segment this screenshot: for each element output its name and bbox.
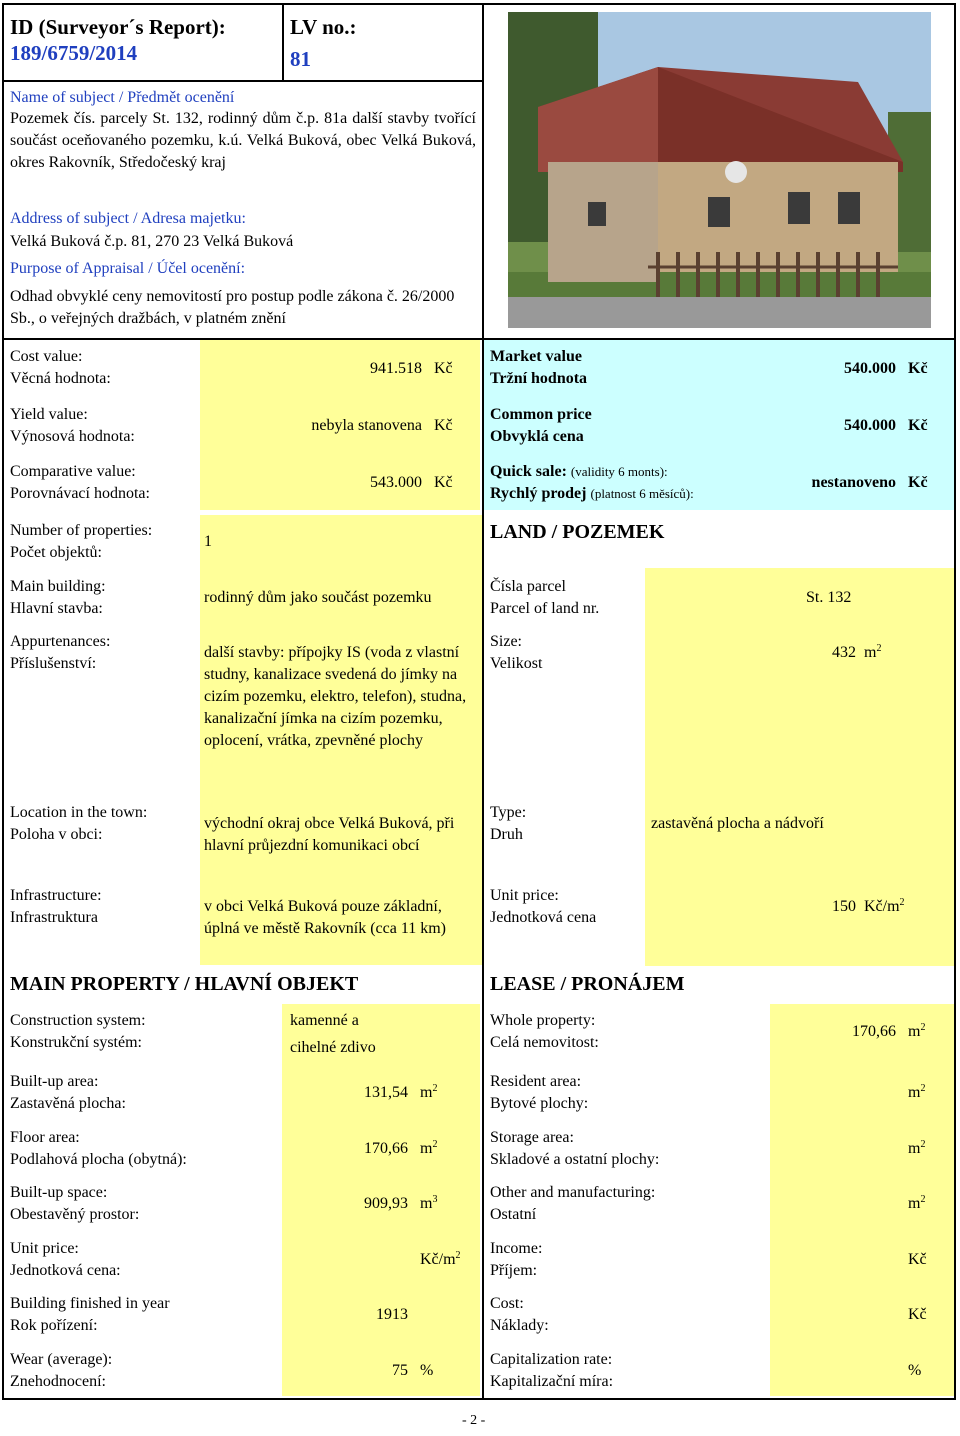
appurtenances-label-en: Appurtenances: <box>10 633 111 650</box>
location-label-en: Location in the town: <box>10 804 148 821</box>
comparative-value-label-en: Comparative value: <box>10 463 136 480</box>
parcel-label-en: Parcel of land nr. <box>490 600 600 617</box>
subject-name-label: Name of subject / Předmět ocenění <box>10 89 235 106</box>
builtup-space-unit <box>420 1193 437 1215</box>
parcel-label-cz: Čísla parcel <box>490 578 566 595</box>
storage-area-label-cz: Skladové a ostatní plochy: <box>490 1151 660 1168</box>
size-unit: m <box>864 644 877 661</box>
builtup-area-unit-text: m <box>420 1084 433 1101</box>
land-unit-price-label-en: Unit price: <box>490 887 559 904</box>
resident-area-unit-exp: 2 <box>920 1083 926 1094</box>
unit-price-unit-text: Kč/m <box>420 1251 456 1268</box>
other-area-label-en: Other and manufacturing: <box>490 1184 656 1201</box>
whole-property-unit <box>908 1021 925 1043</box>
builtup-space-label-cz: Obestavěný prostor: <box>10 1206 140 1223</box>
land-unit-price-exp: 2 <box>899 897 905 908</box>
quick-sale-note-cz: (platnost 6 měsíců): <box>590 486 694 501</box>
cost-unit: Kč <box>908 1306 927 1323</box>
purpose-value: Odhad obvyklé ceny nemovitostí pro postup podle zákona č. 26/2000 Sb., o veřejných dražbách, v platném znění <box>10 288 455 327</box>
capitalization-unit: % <box>908 1362 922 1379</box>
common-price-currency: Kč <box>908 417 928 434</box>
land-unit-price-label-cz: Jednotková cena <box>490 909 597 926</box>
capitalization-label-en: Capitalization rate: <box>490 1351 613 1368</box>
other-area-label-cz: Ostatní <box>490 1206 537 1223</box>
whole-property-label-cz: Celá nemovitost: <box>490 1034 599 1051</box>
lv-value: 81 <box>290 47 311 71</box>
common-price-label-en: Common price <box>490 406 592 423</box>
quick-sale-currency: Kč <box>908 474 928 491</box>
type-label-cz: Druh <box>490 826 523 843</box>
construction-label-cz: Konstrukční systém: <box>10 1034 142 1051</box>
capitalization-label-cz: Kapitalizační míra: <box>490 1373 614 1390</box>
other-area-unit <box>908 1193 925 1215</box>
property-count-label-en: Number of properties: <box>10 522 153 539</box>
subject-name-value: Pozemek čís. parcely St. 132, rodinný dům č.p. 81a další stavby tvořící součást oceňovaného pozemku, k.ú. Velká Buková, obec Velká Buková, okres Rakovník, Středočeský kraj <box>10 110 476 171</box>
resident-area-unit <box>908 1082 925 1104</box>
cost-value-currency: Kč <box>434 360 453 377</box>
year-label-en: Building finished in year <box>10 1295 170 1312</box>
construction-value-line2: cihelné zdivo <box>290 1039 376 1056</box>
market-value-label-en: Market value <box>490 348 582 365</box>
unit-price-label-cz: Jednotková cena: <box>10 1262 121 1279</box>
comparative-value-currency: Kč <box>434 474 453 491</box>
quick-sale-label-cz <box>490 483 694 505</box>
size-label-cz: Velikost <box>490 655 543 672</box>
size-label-en: Size: <box>490 633 522 650</box>
comparative-value-label-cz: Porovnávací hodnota: <box>10 485 150 502</box>
purpose-label: Purpose of Appraisal / Účel ocenění: <box>10 260 246 277</box>
location-label-cz: Poloha v obci: <box>10 826 103 843</box>
builtup-area-unit <box>420 1082 437 1104</box>
other-area-unit-exp: 2 <box>920 1194 926 1205</box>
wear-label-en: Wear (average): <box>10 1351 113 1368</box>
market-value-currency: Kč <box>908 360 928 377</box>
builtup-space-unit-exp: 3 <box>432 1194 438 1205</box>
other-area-unit-text: m <box>908 1195 921 1212</box>
market-value-label-cz: Tržní hodnota <box>490 370 588 387</box>
resident-area-label-cz: Bytové plochy: <box>490 1095 589 1112</box>
wear-label-cz: Znehodnocení: <box>10 1373 106 1390</box>
floor-area-unit <box>420 1138 437 1160</box>
lv-label: LV no.: <box>290 15 357 39</box>
infrastructure-label-cz: Infrastruktura <box>10 909 98 926</box>
storage-area-unit-text: m <box>908 1140 921 1157</box>
builtup-area-label-cz: Zastavěná plocha: <box>10 1095 126 1112</box>
floor-area-label-en: Floor area: <box>10 1129 80 1146</box>
land-unit-price-value <box>832 896 905 918</box>
main-building-label-en: Main building: <box>10 578 106 595</box>
builtup-area-unit-exp: 2 <box>432 1083 438 1094</box>
main-building-label-cz: Hlavní stavba: <box>10 600 103 617</box>
income-label-en: Income: <box>490 1240 543 1257</box>
yield-value-label-en: Yield value: <box>10 406 88 423</box>
year-value: 1913 <box>376 1306 408 1323</box>
builtup-area-value: 131,54 <box>364 1084 408 1101</box>
comparative-value-amount: 543.000 <box>370 474 422 491</box>
builtup-space-unit-text: m <box>420 1195 433 1212</box>
floor-area-unit-text: m <box>420 1140 433 1157</box>
location-value: východní okraj obce Velká Buková, při hlavní průjezdní komunikaci obcí <box>204 815 455 854</box>
house-photo-image <box>508 12 931 328</box>
year-label-cz: Rok pořízení: <box>10 1317 98 1334</box>
storage-area-unit-exp: 2 <box>920 1139 926 1150</box>
yield-value-amount: nebyla stanovena <box>311 417 422 434</box>
lease-section-title: LEASE / PRONÁJEM <box>490 973 685 995</box>
report-id-value: 189/6759/2014 <box>10 41 138 65</box>
builtup-space-label-en: Built-up space: <box>10 1184 108 1201</box>
lease-value-cells <box>770 1004 956 1396</box>
parcel-value: St. 132 <box>806 589 852 606</box>
yield-value-currency: Kč <box>434 417 453 434</box>
whole-property-label-en: Whole property: <box>490 1012 596 1029</box>
floor-area-label-cz: Podlahová plocha (obytná): <box>10 1151 187 1168</box>
resident-area-unit-text: m <box>908 1084 921 1101</box>
address-value: Velká Buková č.p. 81, 270 23 Velká Buková <box>10 233 294 250</box>
income-unit: Kč <box>908 1251 927 1268</box>
unit-price-label-en: Unit price: <box>10 1240 79 1257</box>
land-unit-price-unit: Kč/m <box>864 898 900 915</box>
unit-price-unit <box>420 1249 461 1271</box>
floor-area-value: 170,66 <box>364 1140 408 1157</box>
type-value: zastavěná plocha a nádvoří <box>651 815 824 832</box>
construction-value-line1: kamenné a <box>290 1012 359 1029</box>
builtup-space-value: 909,93 <box>364 1195 408 1212</box>
builtup-area-label-en: Built-up area: <box>10 1073 99 1090</box>
unit-price-unit-exp: 2 <box>455 1250 461 1261</box>
market-value-amount: 540.000 <box>844 360 896 377</box>
construction-label-en: Construction system: <box>10 1012 146 1029</box>
property-count-value: 1 <box>204 533 212 550</box>
resident-area-label-en: Resident area: <box>490 1073 582 1090</box>
floor-area-unit-exp: 2 <box>432 1139 438 1150</box>
whole-property-unit-text: m <box>908 1023 921 1040</box>
property-count-label-cz: Počet objektů: <box>10 544 102 561</box>
quick-sale-note-en: (validity 6 monts): <box>570 464 668 479</box>
storage-area-label-en: Storage area: <box>490 1129 574 1146</box>
storage-area-unit <box>908 1138 925 1160</box>
size-unit-exp: 2 <box>876 643 882 654</box>
yield-value-label-cz: Výnosová hodnota: <box>10 428 135 445</box>
whole-property-unit-exp: 2 <box>920 1022 926 1033</box>
cost-label-en: Cost: <box>490 1295 524 1312</box>
income-label-cz: Příjem: <box>490 1262 538 1279</box>
whole-property-value: 170,66 <box>852 1023 896 1040</box>
land-value-cells <box>645 568 956 966</box>
page-number: - 2 - <box>462 1413 486 1428</box>
cost-value-label-cz: Věcná hodnota: <box>10 370 111 387</box>
common-price-label-cz: Obvyklá cena <box>490 428 584 445</box>
infrastructure-label-en: Infrastructure: <box>10 887 102 904</box>
wear-unit: % <box>420 1362 434 1379</box>
type-label-en: Type: <box>490 804 527 821</box>
land-section-title: LAND / POZEMEK <box>490 521 665 543</box>
main-property-title: MAIN PROPERTY / HLAVNÍ OBJEKT <box>10 973 359 995</box>
quick-sale-title-en: Quick sale: <box>490 463 567 480</box>
appurtenances-label-cz: Příslušenství: <box>10 655 97 672</box>
appurtenances-value: další stavby: přípojky IS (voda z vlastní studny, kanalizace svedená do jímky na cizím pozemku, elektro, telefon), studna, kanalizační jímka na cizím pozemku, oplocení, vrátka, zpevněné plochy <box>204 644 467 749</box>
address-label: Address of subject / Adresa majetku: <box>10 210 246 227</box>
cost-value-amount: 941.518 <box>370 360 422 377</box>
cost-label-cz: Náklady: <box>490 1317 549 1334</box>
wear-value: 75 <box>392 1362 408 1379</box>
infrastructure-value: v obci Velká Buková pouze základní, úplná ve městě Rakovník (cca 11 km) <box>204 898 446 937</box>
main-building-value: rodinný dům jako součást pozemku <box>204 589 432 606</box>
quick-sale-amount: nestanoveno <box>811 474 896 491</box>
quick-sale-label-en <box>490 461 668 483</box>
quick-sale-title-cz: Rychlý prodej <box>490 485 587 502</box>
common-price-amount: 540.000 <box>844 417 896 434</box>
report-id-label: ID (Surveyor´s Report): <box>10 15 226 39</box>
size-value <box>832 642 881 664</box>
size-number: 432 <box>832 644 856 661</box>
land-unit-price-number: 150 <box>832 898 856 915</box>
property-photo <box>508 12 931 328</box>
cost-value-label-en: Cost value: <box>10 348 83 365</box>
